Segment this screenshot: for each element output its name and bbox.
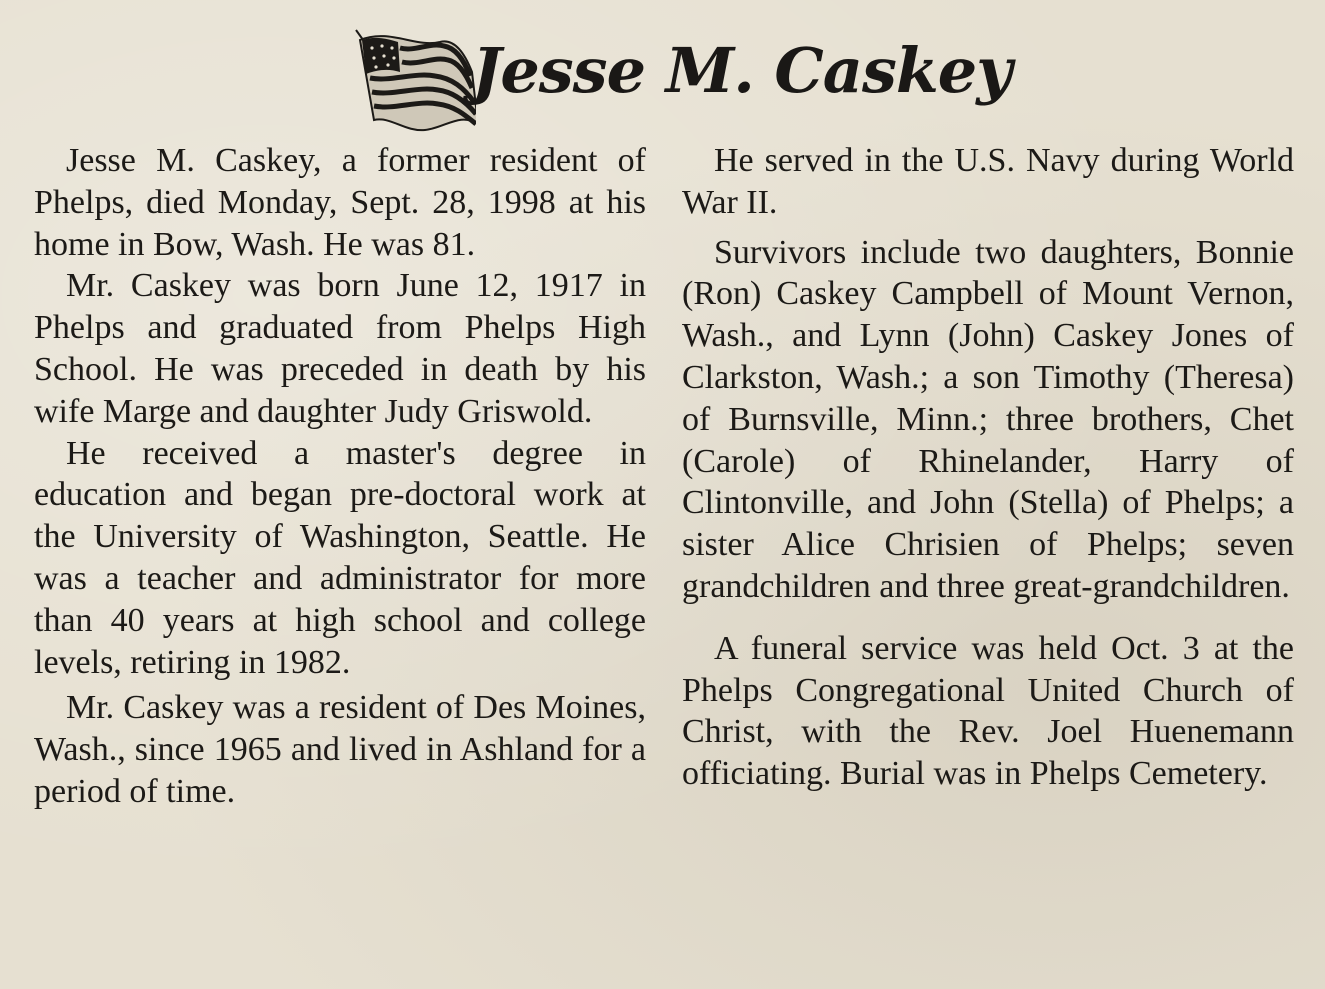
paragraph-military-service: He served in the U.S. Navy during World War II.	[682, 142, 1294, 221]
american-flag-icon	[346, 22, 476, 140]
paragraph-early-life: Mr. Caskey was born June 12, 1917 in Phelps and graduated from Phelps High School. He was preceded in death by his wife Marge and daughter Judy Griswold.	[34, 267, 646, 430]
obituary-header	[340, 18, 1040, 128]
paragraph-residence: Mr. Caskey was a resident of Des Moines, Wash., since 1965 and lived in Ashland for a period of time.	[34, 689, 646, 810]
right-column	[682, 140, 1294, 795]
obituary-title: Jesse M. Caskey	[472, 34, 1012, 107]
paragraph-death-notice: Jesse M. Caskey, a former resident of Phelps, died Monday, Sept. 28, 1998 at his home in Bow, Wash. He was 81.	[34, 142, 646, 263]
left-column	[34, 140, 646, 813]
paragraph-career: He received a master's degree in education and began pre-doctoral work at the University of Washington, Seattle. He was a teacher and administrator for more than 40 years at high school and college levels, retiring in 1982.	[34, 434, 646, 681]
paragraph-survivors: Survivors include two daughters, Bonnie (Ron) Caskey Campbell of Mount Vernon, Wash., and Lynn (John) Caskey Jones of Clarkston, Wash.; a son Timothy (Theresa) of Burnsville, Minn.; three brothers, Chet (Carole) of Rhinelander, Harry of Clintonville, and John (Stella) of Phelps; a sister Alice Chrisien of Phelps; seven grandchildren and three great-grandchildren.	[682, 233, 1294, 605]
paragraph-funeral: A funeral service was held Oct. 3 at the Phelps Congregational United Church of Christ, with the Rev. Joel Huenemann officiating. Burial was in Phelps Cemetery.	[682, 629, 1294, 793]
